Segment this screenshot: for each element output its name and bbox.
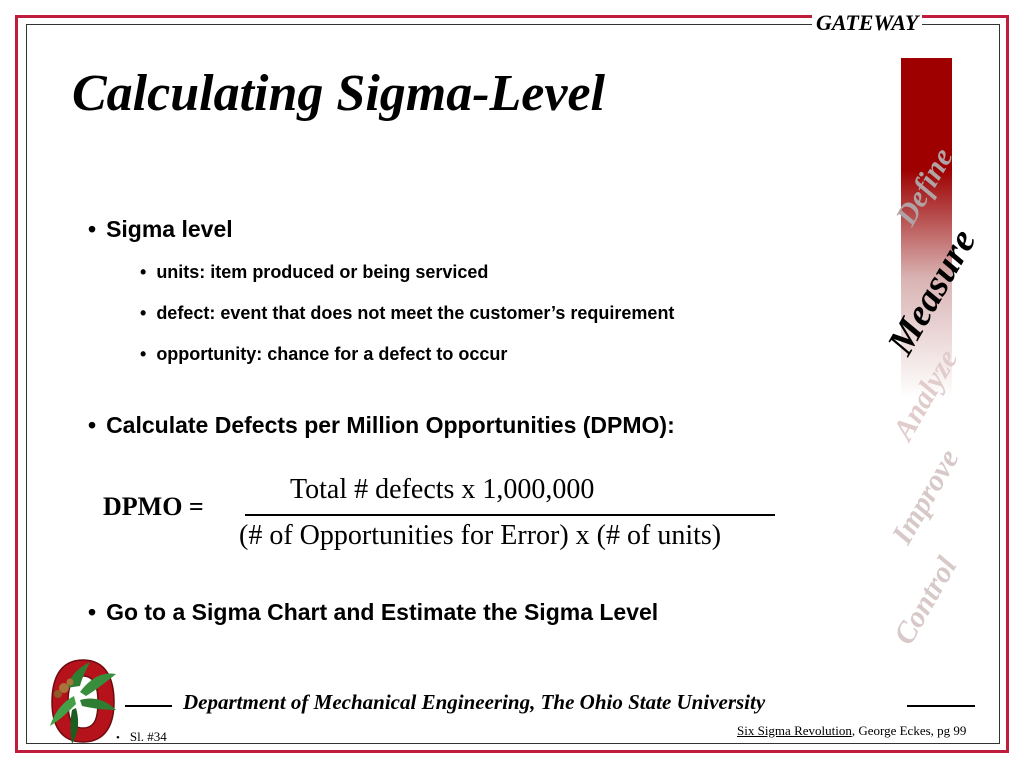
- bullet-text: defect: event that does not meet the customer’s requirement: [156, 303, 675, 323]
- dpmo-denominator: (# of Opportunities for Error) x (# of units): [239, 520, 722, 551]
- citation-rest: , George Eckes, pg 99: [851, 723, 967, 738]
- phase-measure: Measure: [879, 222, 985, 362]
- bullet-sigma-level: [88, 216, 233, 243]
- gateway-logo-text: GATEWAY: [812, 10, 922, 36]
- bullet-marker: •: [140, 262, 147, 282]
- bullet-marker: •: [140, 303, 147, 323]
- fraction-bar: [245, 514, 775, 516]
- bullet-sigma-chart: [88, 599, 658, 626]
- bullet-defect: [140, 303, 674, 324]
- citation-book-title: Six Sigma Revolution: [737, 723, 852, 738]
- dpmo-equation-label: DPMO =: [103, 492, 204, 521]
- bullet-opportunity: [140, 344, 507, 365]
- slide-number-text: Sl. #34: [129, 729, 167, 744]
- slide-number-marker: •: [116, 732, 120, 744]
- slide-number: [116, 729, 167, 745]
- phase-analyze: Analyze: [886, 343, 965, 446]
- phase-improve: Improve: [885, 443, 966, 550]
- bullet-marker: •: [88, 216, 97, 242]
- slide-inner-border: [26, 24, 1000, 744]
- bullet-marker: •: [140, 344, 147, 364]
- bullet-text: opportunity: chance for a defect to occur: [156, 344, 508, 364]
- slide-title: Calculating Sigma-Level: [72, 65, 605, 122]
- dpmo-numerator: Total # defects x 1,000,000: [290, 474, 595, 505]
- footer-rule-right: [907, 705, 975, 707]
- phase-define: Define: [889, 142, 960, 232]
- bullet-marker: •: [88, 599, 97, 625]
- bullet-text: Go to a Sigma Chart and Estimate the Sigma Level: [106, 599, 659, 625]
- bullet-text: units: item produced or being serviced: [156, 262, 489, 282]
- phase-control: Control: [887, 551, 964, 651]
- bullet-units: [140, 262, 488, 283]
- bullet-calculate-dpmo: [88, 412, 675, 439]
- bullet-text: Calculate Defects per Million Opportunities (DPMO):: [106, 412, 675, 438]
- bullet-marker: •: [88, 412, 97, 438]
- ohio-state-logo-icon: [46, 652, 120, 748]
- bullet-text: Sigma level: [106, 216, 233, 242]
- citation: [737, 723, 966, 739]
- footer-department: Department of Mechanical Engineering, The Ohio State University: [183, 690, 766, 714]
- footer-rule-left: [125, 705, 172, 707]
